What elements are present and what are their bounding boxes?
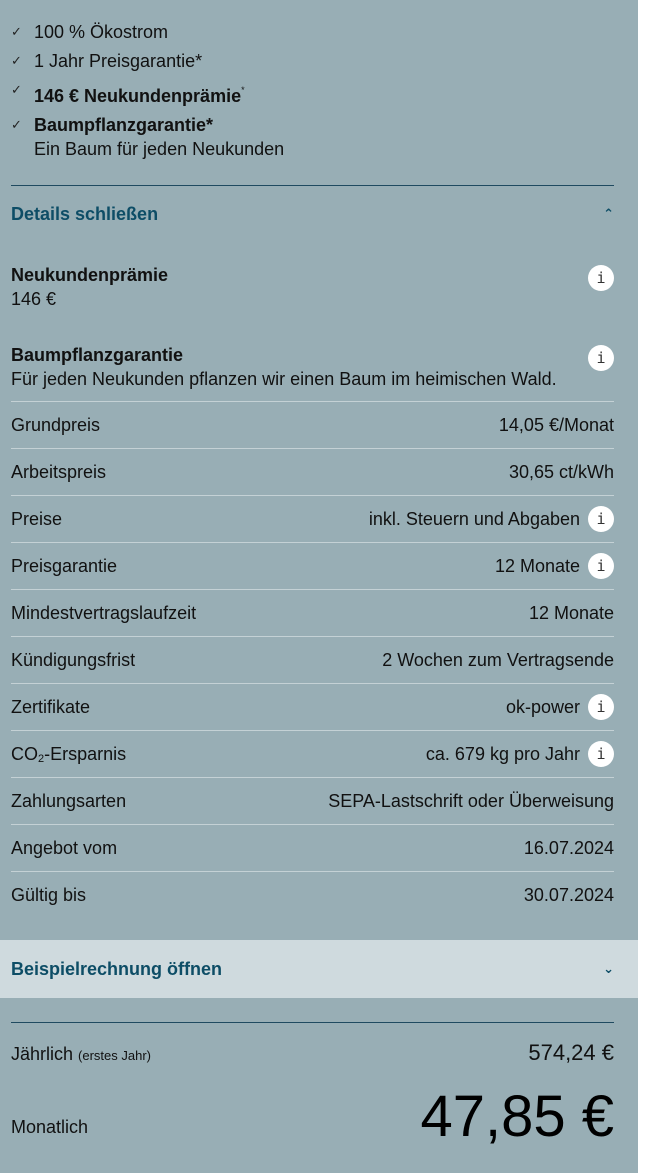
detail-value: inkl. Steuern und Abgaben: [368, 508, 580, 529]
detail-value: 30,65 ct/kWh: [508, 461, 614, 482]
monthly-label: Monatlich: [11, 1117, 89, 1137]
detail-key: Zahlungsarten: [11, 790, 127, 811]
detail-value: 30.07.2024: [523, 884, 614, 905]
detail-row-grundpreis: [11, 401, 614, 448]
info-icon[interactable]: i: [588, 741, 614, 767]
feature-item-baumpflanzgarantie: [11, 113, 611, 161]
page-margin: [638, 0, 645, 1173]
info-icon[interactable]: i: [588, 345, 614, 371]
bonus-text: 146 €: [11, 289, 57, 309]
detail-value: ca. 679 kg pro Jahr: [425, 743, 580, 764]
check-icon: ✓: [11, 117, 22, 132]
detail-key-part: -Ersparnis: [44, 743, 127, 764]
yearly-label-group: [11, 1044, 151, 1065]
detail-key: Preise: [11, 508, 63, 529]
detail-row-preisgarantie: [11, 542, 614, 589]
detail-key: [11, 744, 126, 765]
details-toggle-button[interactable]: [11, 200, 614, 228]
detail-value: SEPA-Lastschrift oder Überweisung: [328, 790, 614, 811]
detail-row-co2-ersparnis: [11, 730, 614, 777]
example-toggle-label: Beispielrechnung öffnen: [11, 958, 223, 979]
detail-value: 2 Wochen zum Vertragsende: [382, 649, 614, 670]
feature-item-neukundenpraemie: [11, 78, 611, 108]
chevron-up-icon: ⌃: [603, 206, 614, 221]
feature-item-preisgarantie: [11, 49, 611, 73]
detail-row-zahlungsarten: [11, 777, 614, 824]
detail-row-arbeitspreis: [11, 448, 614, 495]
detail-key-part: CO: [11, 743, 38, 764]
check-icon: ✓: [11, 24, 22, 39]
info-icon[interactable]: i: [588, 265, 614, 291]
detail-value: 14,05 €/Monat: [498, 414, 614, 435]
detail-key: Angebot vom: [11, 837, 118, 858]
info-icon[interactable]: i: [588, 506, 614, 532]
feature-label: 1 Jahr Preisgarantie*: [34, 51, 203, 71]
check-icon: ✓: [11, 82, 22, 97]
yearly-note: (erstes Jahr): [78, 1048, 152, 1063]
monthly-total: [11, 1080, 614, 1150]
tariff-detail-table: [11, 401, 614, 918]
bonus-neukundenpraemie: [11, 263, 614, 311]
detail-value: 12 Monate: [528, 602, 614, 623]
feature-label: Baumpflanzgarantie*: [34, 115, 214, 135]
bonus-baumpflanzgarantie: [11, 343, 614, 391]
example-calculation-toggle[interactable]: [0, 940, 638, 998]
bonus-title: Baumpflanzgarantie: [11, 345, 184, 365]
bonus-title: Neukundenprämie: [11, 265, 169, 285]
detail-key-subscript: 2: [38, 752, 45, 765]
detail-key: Zertifikate: [11, 696, 91, 717]
feature-label: 100 % Ökostrom: [34, 22, 169, 42]
detail-value: ok-power: [505, 696, 580, 717]
feature-label: 146 € Neukundenprämie: [34, 86, 242, 106]
detail-key: Grundpreis: [11, 414, 101, 435]
chevron-down-icon: ⌄: [603, 961, 614, 976]
detail-row-mindestvertragslaufzeit: [11, 589, 614, 636]
detail-row-gueltig-bis: [11, 871, 614, 918]
detail-key: Gültig bis: [11, 884, 87, 905]
monthly-amount: 47,85 €: [420, 1084, 614, 1149]
yearly-label: Jährlich: [11, 1044, 74, 1064]
detail-value: 16.07.2024: [523, 837, 614, 858]
detail-row-kuendigungsfrist: [11, 636, 614, 683]
detail-value: 12 Monate: [494, 555, 580, 576]
details-toggle-label: Details schließen: [11, 203, 159, 224]
detail-row-zertifikate: [11, 683, 614, 730]
detail-row-angebot-vom: [11, 824, 614, 871]
detail-key: Kündigungsfrist: [11, 649, 136, 670]
feature-list: [11, 20, 611, 166]
feature-item-oekostrom: [11, 20, 611, 44]
detail-key: Mindestvertragslaufzeit: [11, 602, 197, 623]
detail-row-preise: [11, 495, 614, 542]
divider: [11, 185, 614, 186]
footnote-marker: *: [241, 85, 245, 95]
feature-sublabel: Ein Baum für jeden Neukunden: [34, 139, 285, 159]
detail-key: Arbeitspreis: [11, 461, 107, 482]
info-icon[interactable]: i: [588, 553, 614, 579]
yearly-total: [11, 1040, 614, 1066]
yearly-amount: 574,24 €: [528, 1040, 614, 1065]
bonus-text: Für jeden Neukunden pflanzen wir einen Baum im heimischen Wald.: [11, 369, 557, 389]
check-icon: ✓: [11, 53, 22, 68]
detail-key: Preisgarantie: [11, 555, 118, 576]
info-icon[interactable]: i: [588, 694, 614, 720]
divider: [11, 1022, 614, 1023]
